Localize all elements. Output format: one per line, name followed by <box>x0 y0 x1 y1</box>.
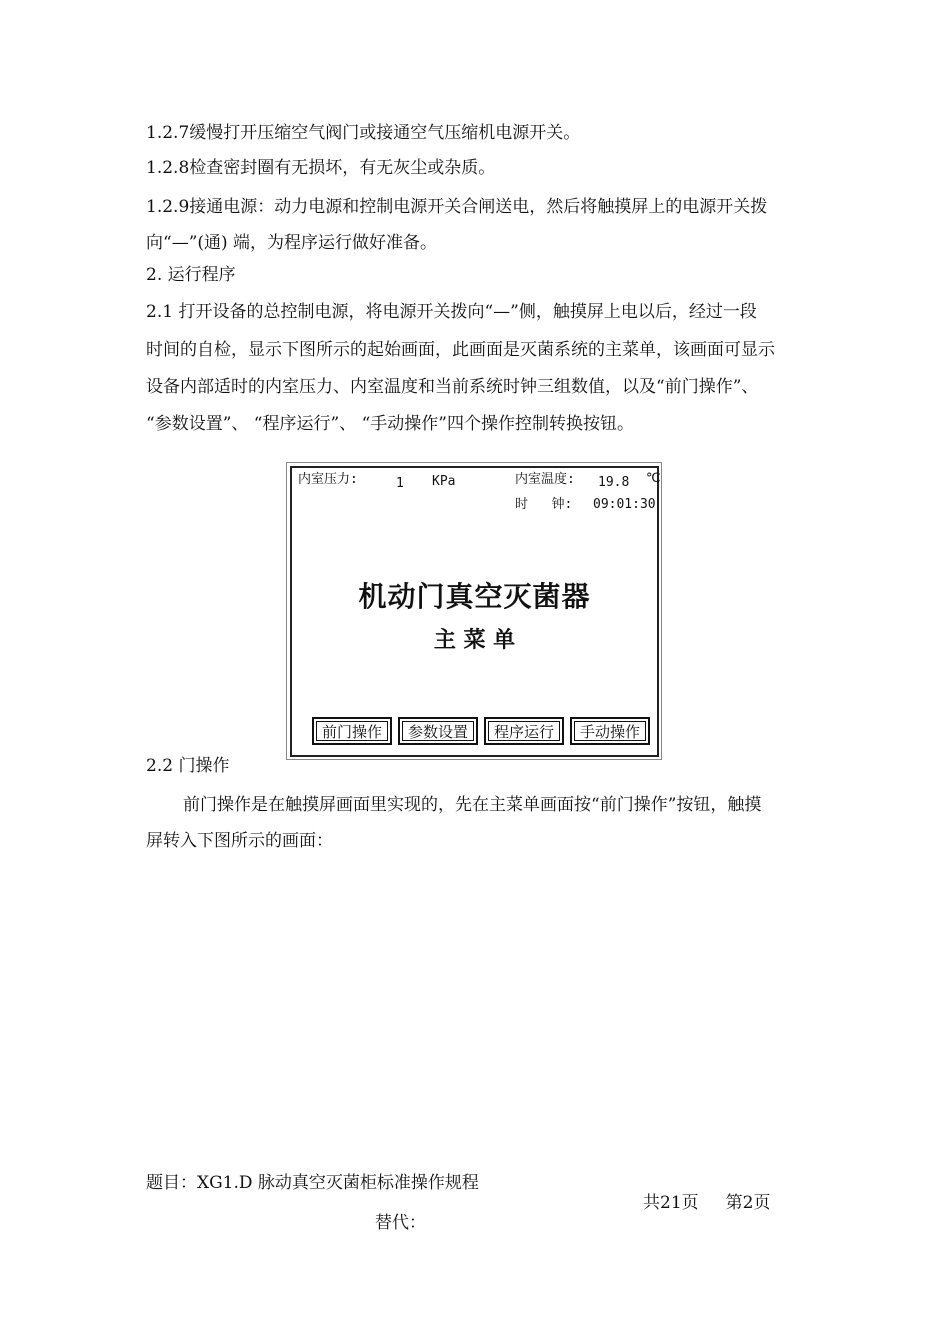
pressure-label: 内室压力: <box>298 472 358 487</box>
pressure-value: 1 <box>396 476 404 491</box>
section-heading-2: 2. 运行程序 <box>146 265 236 285</box>
hmi-main-menu-screenshot <box>286 462 662 760</box>
temp-value: 19.8 <box>598 475 630 490</box>
hmi-screen-frame <box>290 466 659 757</box>
hmi-subtitle: 主 菜 单 <box>433 627 516 653</box>
footer-title: 题目：XG1.D 脉动真空灭菌柜标准操作规程 <box>146 1173 479 1193</box>
clock-label: 时 钟: <box>515 497 573 512</box>
line-21-2: 时间的自检，显示下图所示的起始画面，此画面是灭菌系统的主菜单，该画面可显示 <box>146 340 775 360</box>
line-129-2: 向“—”(通) 端，为程序运行做好准备。 <box>146 233 438 253</box>
manual-operation-button[interactable]: 手动操作 <box>570 717 650 745</box>
hmi-title: 机动门真空灭菌器 <box>358 580 591 613</box>
line-128: 1.2.8检查密封圈有无损坏，有无灰尘或杂质。 <box>146 158 496 178</box>
footer-replace: 替代： <box>375 1213 426 1233</box>
line-21-3: 设备内部适时的内室压力、内室温度和当前系统时钟三组数值，以及“前门操作”、 <box>146 377 759 397</box>
section-heading-22: 2.2 门操作 <box>146 756 230 776</box>
line-21-4: “参数设置”、 “程序运行”、 “手动操作”四个操作控制转换按钮。 <box>146 414 634 434</box>
line-22-2: 屏转入下图所示的画面： <box>146 831 333 851</box>
line-129-1: 1.2.9接通电源：动力电源和控制电源开关合闸送电，然后将触摸屏上的电源开关拨 <box>146 197 768 217</box>
temp-unit: ℃ <box>646 471 661 486</box>
footer-page-count: 共21页 第2页 <box>643 1193 771 1213</box>
parameter-settings-button[interactable]: 参数设置 <box>398 717 478 745</box>
line-127: 1.2.7缓慢打开压缩空气阀门或接通空气压缩机电源开关。 <box>146 123 581 143</box>
run-program-button[interactable]: 程序运行 <box>484 717 564 745</box>
temp-label: 内室温度: <box>515 472 575 487</box>
clock-value: 09:01:30 <box>593 497 656 512</box>
line-22-1: 前门操作是在触摸屏画面里实现的，先在主菜单画面按“前门操作”按钮，触摸 <box>183 795 762 815</box>
line-21-1: 2.1 打开设备的总控制电源，将电源开关拨向“—”侧，触摸屏上电以后，经过一段 <box>146 302 757 322</box>
pressure-unit: KPa <box>432 474 456 489</box>
front-door-button[interactable]: 前门操作 <box>312 717 392 745</box>
